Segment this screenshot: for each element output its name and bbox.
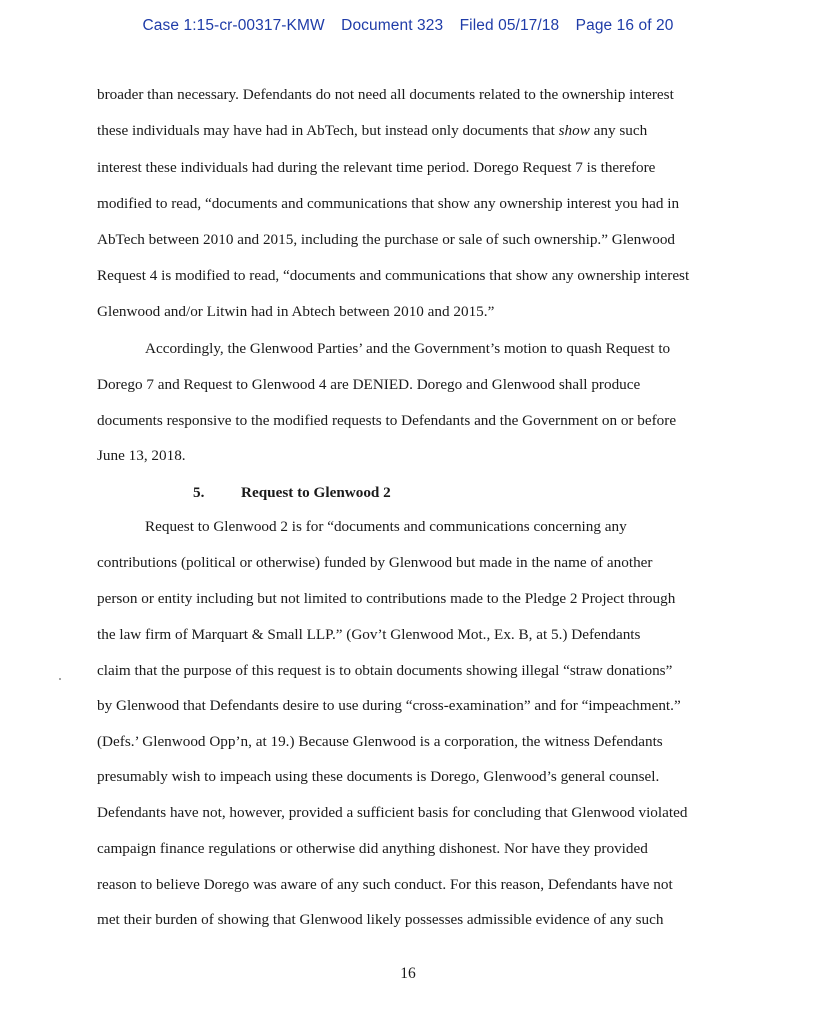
body-line: (Defs.’ Glenwood Opp’n, at 19.) Because Glenwood is a corporation, the witness Defendants — [97, 733, 663, 750]
body-line: person or entity including but not limited to contributions made to the Pledge 2 Project through — [97, 590, 676, 607]
body-line: AbTech between 2010 and 2015, including the purchase or sale of such ownership.” Glenwood — [97, 231, 676, 248]
body-line: met their burden of showing that Glenwood likely possesses admissible evidence of any such — [97, 911, 664, 928]
body-line: Accordingly, the Glenwood Parties’ and the Government’s motion to quash Request to — [145, 340, 671, 357]
body-line: these individuals may have had in AbTech, but instead only documents that show any such — [97, 122, 648, 139]
body-line: claim that the purpose of this request is to obtain documents showing illegal “straw donations” — [97, 662, 673, 679]
body-line: by Glenwood that Defendants desire to use during “cross-examination” and for “impeachment.” — [97, 697, 681, 714]
section-heading — [193, 484, 391, 502]
body-line: broader than necessary. Defendants do not need all documents related to the ownership interest — [97, 86, 674, 103]
body-line: Glenwood and/or Litwin had in Abtech between 2010 and 2015.” — [97, 303, 495, 320]
section-number: 5. — [193, 484, 205, 501]
case-header — [0, 17, 816, 35]
body-line: contributions (political or otherwise) funded by Glenwood but made in the name of another — [97, 554, 653, 571]
body-line: Defendants have not, however, provided a sufficient basis for concluding that Glenwood violated — [97, 804, 688, 821]
body-line: documents responsive to the modified requests to Defendants and the Government on or before — [97, 412, 677, 429]
page-indicator: Page 16 of 20 — [575, 17, 674, 34]
body-line: Dorego 7 and Request to Glenwood 4 are DENIED. Dorego and Glenwood shall produce — [97, 376, 641, 393]
body-line: the law firm of Marquart & Small LLP.” (Gov’t Glenwood Mot., Ex. B, at 5.) Defendants — [97, 626, 641, 643]
body-line: Request 4 is modified to read, “documents and communications that show any ownership interest — [97, 267, 690, 284]
emphasis-show: show — [558, 122, 590, 139]
body-line: reason to believe Dorego was aware of any such conduct. For this reason, Defendants have not — [97, 876, 673, 893]
body-line: campaign finance regulations or otherwise did anything dishonest. Nor have they provided — [97, 840, 648, 857]
section-title: Request to Glenwood 2 — [241, 484, 391, 501]
document-number: Document 323 — [341, 17, 444, 34]
filed-date: Filed 05/17/18 — [459, 17, 560, 34]
scan-speck — [59, 678, 61, 680]
body-line: modified to read, “documents and communications that show any ownership interest you had in — [97, 195, 680, 212]
body-line: June 13, 2018. — [97, 447, 186, 464]
page-number: 16 — [400, 965, 416, 982]
case-number: Case 1:15-cr-00317-KMW — [142, 17, 325, 34]
body-line: presumably wish to impeach using these documents is Dorego, Glenwood’s general counsel. — [97, 768, 660, 785]
body-line: Request to Glenwood 2 is for “documents and communications concerning any — [145, 518, 627, 535]
body-line: interest these individuals had during the relevant time period. Dorego Request 7 is therefore — [97, 159, 656, 176]
